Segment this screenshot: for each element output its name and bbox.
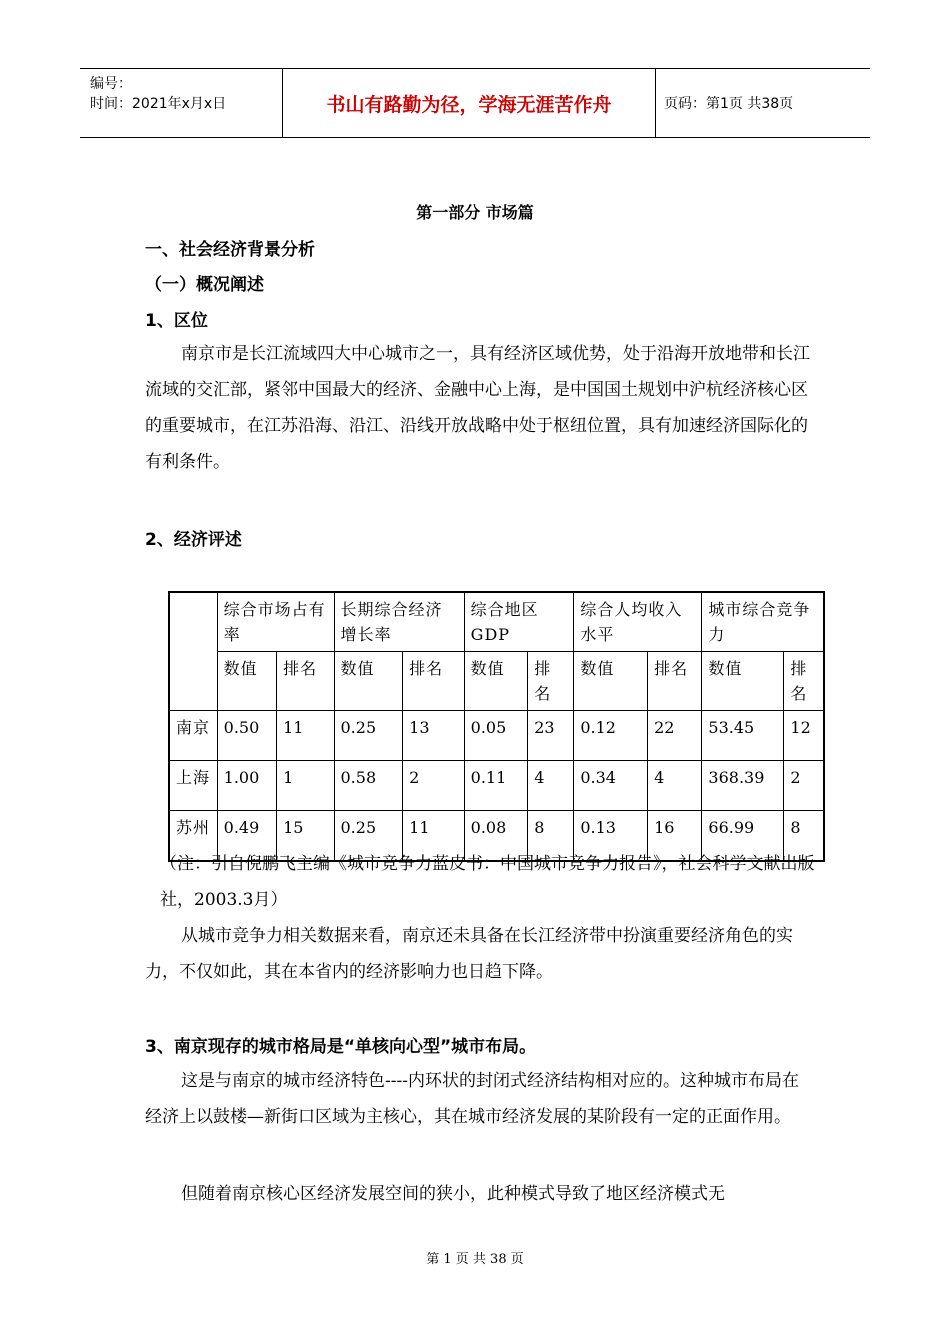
sub-header: 排名 — [277, 652, 334, 711]
item2-heading: 2、经济评述 — [145, 530, 242, 550]
group-header: 综合地区GDP — [464, 592, 574, 652]
table-note: （注：引自倪鹏飞主编《城市竞争力蓝皮书：中国城市竞争力报告》，社会科学文献出版社，2003.3月） — [160, 854, 815, 910]
value-cell: 0.50 — [217, 711, 276, 761]
value-cell: 0.05 — [464, 711, 528, 761]
sub-header: 数值 — [702, 652, 784, 711]
sub-header: 数值 — [464, 652, 528, 711]
group-header: 长期综合经济增长率 — [334, 592, 464, 652]
sub-header: 排名 — [528, 652, 574, 711]
header-motto: 书山有路勤为径，学海无涯苦作舟 — [326, 93, 612, 116]
value-cell: 53.45 — [702, 711, 784, 761]
number-label: 编号： — [90, 76, 132, 92]
item3-paragraph-2: 但随着南京核心区经济发展空间的狭小，此种模式导致了地区经济模式无 — [181, 1184, 725, 1204]
value-cell: 4 — [528, 761, 574, 811]
sub-header: 数值 — [574, 652, 648, 711]
item3-paragraph-1: 这是与南京的城市经济特色----内环状的封闭式经济结构相对应的。这种城市布局在经济上以鼓楼—新街口区域为主核心，其在城市经济发展的某阶段有一定的正面作用。 — [145, 1071, 799, 1127]
page-code: 页码：第1页 共38页 — [664, 96, 794, 112]
value-cell: 1 — [277, 761, 334, 811]
section-heading: 一、社会经济背景分析 — [145, 240, 315, 260]
document-header — [80, 68, 870, 138]
sub-header: 数值 — [334, 652, 403, 711]
city-cell: 南京 — [169, 711, 217, 761]
value-cell: 0.25 — [334, 811, 403, 861]
item2-paragraph: 从城市竞争力相关数据来看，南京还未具备在长江经济带中扮演重要经济角色的实力，不仅如此，其在本省内的经济影响力也日趋下降。 — [145, 926, 793, 982]
corner-cell — [169, 592, 217, 711]
city-cell: 苏州 — [169, 811, 217, 861]
value-cell: 0.49 — [217, 811, 276, 861]
value-cell: 13 — [403, 711, 465, 761]
page-footer: 第 1 页 共 38 页 — [426, 1252, 524, 1267]
item3-heading: 3、南京现存的城市格局是“单核向心型”城市布局。 — [145, 1037, 537, 1057]
value-cell: 0.11 — [464, 761, 528, 811]
value-cell: 1.00 — [217, 761, 276, 811]
group-header: 综合人均收入水平 — [574, 592, 702, 652]
sub-header: 排名 — [403, 652, 465, 711]
item1-heading: 1、区位 — [145, 311, 208, 331]
value-cell: 2 — [403, 761, 465, 811]
value-cell: 0.58 — [334, 761, 403, 811]
economy-table — [168, 591, 825, 862]
value-cell: 8 — [528, 811, 574, 861]
value-cell: 4 — [648, 761, 702, 811]
value-cell: 16 — [648, 811, 702, 861]
value-cell: 0.25 — [334, 711, 403, 761]
subsection-heading: （一）概况阐述 — [145, 275, 264, 295]
value-cell: 368.39 — [702, 761, 784, 811]
header-meta-cell — [80, 69, 283, 137]
value-cell: 0.08 — [464, 811, 528, 861]
part-title: 第一部分 市场篇 — [416, 203, 534, 222]
value-cell: 22 — [648, 711, 702, 761]
table-row — [169, 761, 824, 811]
value-cell: 8 — [784, 811, 824, 861]
table-row — [169, 711, 824, 761]
value-cell: 0.12 — [574, 711, 648, 761]
time-label: 时间：2021年x月x日 — [90, 96, 227, 112]
item1-paragraph: 南京市是长江流域四大中心城市之一，具有经济区域优势，处于沿海开放地带和长江流域的交汇部，紧邻中国最大的经济、金融中心上海，是中国国土规划中沪杭经济核心区的重要城市，在江苏沿海、沿江、沿线开放战略中处于枢纽位置，具有加速经济国际化的有利条件。 — [145, 344, 810, 472]
sub-header: 排名 — [784, 652, 824, 711]
value-cell: 11 — [277, 711, 334, 761]
city-cell: 上海 — [169, 761, 217, 811]
value-cell: 23 — [528, 711, 574, 761]
value-cell: 66.99 — [702, 811, 784, 861]
value-cell: 0.13 — [574, 811, 648, 861]
sub-header: 数值 — [217, 652, 276, 711]
sub-header: 排名 — [648, 652, 702, 711]
value-cell: 15 — [277, 811, 334, 861]
value-cell: 12 — [784, 711, 824, 761]
group-header: 综合市场占有率 — [217, 592, 334, 652]
value-cell: 0.34 — [574, 761, 648, 811]
header-motto-cell — [283, 69, 656, 137]
value-cell: 11 — [403, 811, 465, 861]
value-cell: 2 — [784, 761, 824, 811]
group-header: 城市综合竞争力 — [702, 592, 824, 652]
